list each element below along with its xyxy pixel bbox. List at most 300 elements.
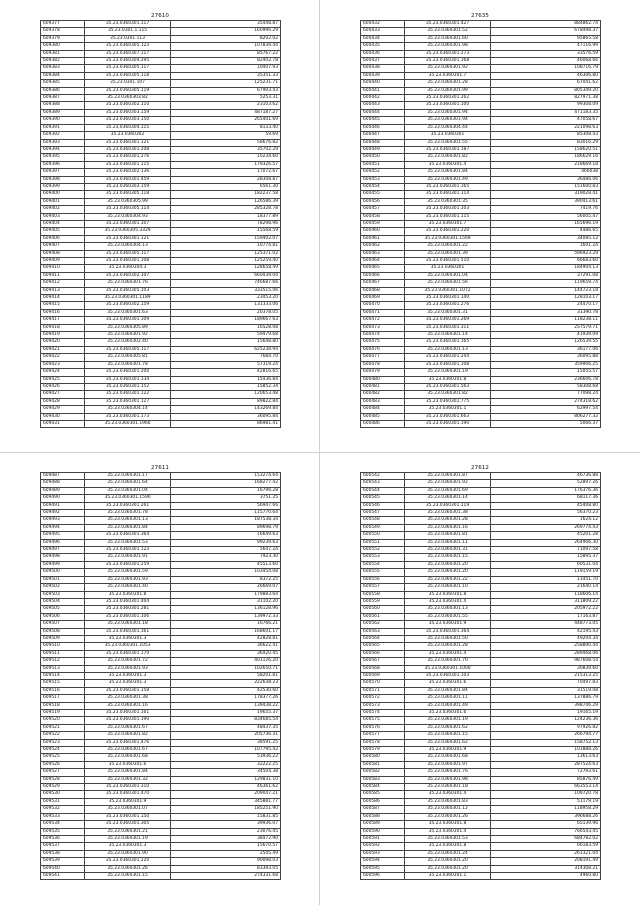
code-cell: 35.23.0360301.17 bbox=[85, 473, 171, 480]
table-row bbox=[41, 769, 281, 776]
code-cell: 35.23.0360301.16 bbox=[405, 524, 491, 531]
amount-cell: 257579.71 bbox=[491, 324, 601, 331]
id-cell: 609503 bbox=[41, 591, 85, 598]
id-cell: 609498 bbox=[41, 554, 85, 561]
amount-cell: 987608.54 bbox=[491, 658, 601, 665]
code-cell: 35.23.0360301.364 bbox=[405, 628, 491, 635]
id-cell: 609386 bbox=[41, 87, 85, 94]
table-row bbox=[41, 65, 281, 72]
amount-cell: 10234.60 bbox=[171, 154, 281, 161]
code-cell: 35.23.0360301.28 bbox=[405, 517, 491, 524]
table-row bbox=[41, 672, 281, 679]
table-row bbox=[41, 102, 281, 109]
id-cell: 609411 bbox=[41, 272, 85, 279]
amount-cell: 10774.81 bbox=[171, 243, 281, 250]
table-row bbox=[361, 791, 601, 798]
amount-cell: 264906.30 bbox=[491, 539, 601, 546]
id-cell: 600460 bbox=[361, 228, 405, 235]
id-cell: 600442 bbox=[361, 95, 405, 102]
table-row bbox=[361, 739, 601, 746]
amount-cell: 448773.05 bbox=[491, 621, 601, 628]
id-cell: 600549 bbox=[361, 524, 405, 531]
table-row bbox=[361, 21, 601, 28]
table-row bbox=[41, 665, 281, 672]
code-cell: 35.23.0360305.118 bbox=[85, 72, 171, 79]
id-cell: 609383 bbox=[41, 65, 85, 72]
id-cell: 600484 bbox=[361, 406, 405, 413]
id-cell: 600447 bbox=[361, 132, 405, 139]
id-cell: 609515 bbox=[41, 680, 85, 687]
table-row bbox=[41, 21, 281, 28]
id-cell: 609430 bbox=[41, 413, 85, 420]
amount-cell: 128103.17 bbox=[491, 295, 601, 302]
id-cell: 609527 bbox=[41, 769, 85, 776]
code-cell: 35.23.0360301.60 bbox=[405, 35, 491, 42]
amount-cell: 8202.02 bbox=[171, 35, 281, 42]
table-row bbox=[41, 420, 281, 427]
table-row bbox=[41, 791, 281, 798]
code-cell: 35.23.0360301.7 bbox=[405, 220, 491, 227]
id-cell: 600467 bbox=[361, 280, 405, 287]
code-cell: 35.23.0360301.190 bbox=[405, 420, 491, 427]
code-cell: 35.23.0360301.165 bbox=[405, 183, 491, 190]
amount-cell: 90098.03 bbox=[171, 858, 281, 865]
code-cell: 35.23.0360301.62 bbox=[405, 739, 491, 746]
table-row bbox=[361, 369, 601, 376]
id-cell: 609400 bbox=[41, 191, 85, 198]
code-cell: 35.23.0360305.89 bbox=[85, 324, 171, 331]
amount-cell: 15852.34 bbox=[171, 383, 281, 390]
id-cell: 609517 bbox=[41, 695, 85, 702]
amount-cell: 71097.58 bbox=[491, 547, 601, 554]
id-cell: 600575 bbox=[361, 717, 405, 724]
amount-cell: 3751.25 bbox=[171, 495, 281, 502]
amount-cell: 67903.43 bbox=[171, 87, 281, 94]
id-cell: 609398 bbox=[41, 176, 85, 183]
table-row bbox=[41, 43, 281, 50]
code-cell: 35.23.0360301.07 bbox=[85, 806, 171, 813]
code-cell: 35.23.0360301.13 bbox=[405, 346, 491, 353]
id-cell: 609380 bbox=[41, 43, 85, 50]
amount-cell: 46361.62 bbox=[171, 784, 281, 791]
code-cell: 35.23.0360301.170 bbox=[85, 650, 171, 657]
id-cell: 609492 bbox=[41, 510, 85, 517]
table-row bbox=[361, 495, 601, 502]
page-title: 27611 bbox=[151, 465, 169, 471]
table-row bbox=[361, 206, 601, 213]
id-cell: 609389 bbox=[41, 109, 85, 116]
code-cell: 35.23.0360301.40 bbox=[85, 584, 171, 591]
table-row bbox=[361, 724, 601, 731]
amount-cell: 89822.84 bbox=[171, 398, 281, 405]
code-cell: 35.23.0360301.39 bbox=[405, 250, 491, 257]
code-cell: 35.23.0360301.1569 bbox=[405, 235, 491, 242]
table-row bbox=[41, 687, 281, 694]
code-cell: 35.23.0360301.100 bbox=[405, 102, 491, 109]
amount-cell: 487187.27 bbox=[171, 109, 281, 116]
code-cell: 35.23.0360301.187 bbox=[405, 146, 491, 153]
ledger-table bbox=[40, 472, 281, 880]
table-row bbox=[361, 324, 601, 331]
table-row bbox=[361, 650, 601, 657]
code-cell: 35.23.0360302.107 bbox=[85, 272, 171, 279]
table-row bbox=[361, 183, 601, 190]
table-row bbox=[361, 865, 601, 872]
code-cell: 35.23.0360305.117 bbox=[85, 65, 171, 72]
code-cell: 35.23.0360301.276 bbox=[405, 302, 491, 309]
table-row bbox=[41, 161, 281, 168]
amount-cell: 56947.66 bbox=[171, 502, 281, 509]
id-cell: 609525 bbox=[41, 754, 85, 761]
table-row bbox=[41, 413, 281, 420]
id-cell: 609536 bbox=[41, 835, 85, 842]
code-cell: 35.23.0360301.94 bbox=[405, 117, 491, 124]
table-row bbox=[361, 576, 601, 583]
table-row bbox=[361, 339, 601, 346]
table-row bbox=[41, 324, 281, 331]
amount-cell: 158620.51 bbox=[491, 146, 601, 153]
code-cell: 35.23.0360301.26 bbox=[85, 865, 171, 872]
code-cell: 35.23.0360301.220 bbox=[405, 228, 491, 235]
id-cell: 600452 bbox=[361, 169, 405, 176]
id-cell: 609489 bbox=[41, 487, 85, 494]
id-cell: 609511 bbox=[41, 650, 85, 657]
id-cell: 600457 bbox=[361, 206, 405, 213]
code-cell: 35.23.0360301.15 bbox=[405, 732, 491, 739]
amount-cell: 83393.05 bbox=[171, 865, 281, 872]
id-cell: 600569 bbox=[361, 672, 405, 679]
ledger-table bbox=[360, 20, 601, 428]
id-cell: 600458 bbox=[361, 213, 405, 220]
table-row bbox=[41, 702, 281, 709]
code-cell: 35.23.0360301.140 bbox=[405, 295, 491, 302]
amount-cell: 125231.71 bbox=[171, 80, 281, 87]
amount-cell: 32222.25 bbox=[171, 761, 281, 768]
amount-cell: 7419.76 bbox=[491, 206, 601, 213]
amount-cell: 58201.81 bbox=[171, 672, 281, 679]
table-row bbox=[41, 391, 281, 398]
id-cell: 600448 bbox=[361, 139, 405, 146]
amount-cell: 359906.25 bbox=[491, 361, 601, 368]
id-cell: 609415 bbox=[41, 302, 85, 309]
table-row bbox=[361, 413, 601, 420]
id-cell: 609520 bbox=[41, 717, 85, 724]
table-row bbox=[41, 776, 281, 783]
id-cell: 609507 bbox=[41, 621, 85, 628]
code-cell: 35.23.0360301.150 bbox=[85, 813, 171, 820]
code-cell: 35.23.0360301.276 bbox=[85, 154, 171, 161]
code-cell: 35.23.0360301.158 bbox=[85, 687, 171, 694]
code-cell: 35.23.0360301.244 bbox=[405, 354, 491, 361]
amount-cell: 59.69 bbox=[171, 132, 281, 139]
id-cell: 609425 bbox=[41, 376, 85, 383]
code-cell: 35.23.0360301.103 bbox=[405, 206, 491, 213]
amount-cell: 153274.64 bbox=[171, 473, 281, 480]
id-cell: 600446 bbox=[361, 124, 405, 131]
table-row bbox=[361, 235, 601, 242]
table-row bbox=[361, 821, 601, 828]
id-cell: 609510 bbox=[41, 643, 85, 650]
id-cell: 609514 bbox=[41, 672, 85, 679]
id-cell: 600581 bbox=[361, 761, 405, 768]
code-cell: 35.23.0360301.93 bbox=[85, 576, 171, 583]
code-cell: 35.23.0360301.84 bbox=[85, 769, 171, 776]
table-row bbox=[361, 258, 601, 265]
id-cell: 609419 bbox=[41, 332, 85, 339]
code-cell: 35.23.0301.107 bbox=[85, 80, 171, 87]
table-row bbox=[361, 784, 601, 791]
amount-cell: 184904.13 bbox=[491, 265, 601, 272]
table-row bbox=[361, 621, 601, 628]
table-row bbox=[361, 406, 601, 413]
table-row bbox=[361, 280, 601, 287]
code-cell: 35.23.0360301.69 bbox=[405, 487, 491, 494]
amount-cell: 65139.96 bbox=[491, 821, 601, 828]
code-cell: 35.23.0360301.15 bbox=[405, 554, 491, 561]
amount-cell: 131333.06 bbox=[171, 302, 281, 309]
code-cell: 35.23.0360301.68 bbox=[405, 754, 491, 761]
amount-cell: 179326.57 bbox=[171, 161, 281, 168]
id-cell: 609534 bbox=[41, 821, 85, 828]
code-cell: 35.23.0360301.1 bbox=[405, 406, 491, 413]
table-row bbox=[41, 517, 281, 524]
id-cell: 600449 bbox=[361, 146, 405, 153]
code-cell: 35.23.0360301.04 bbox=[405, 272, 491, 279]
id-cell: 609405 bbox=[41, 228, 85, 235]
id-cell: 600589 bbox=[361, 821, 405, 828]
amount-cell: 19165.19 bbox=[491, 710, 601, 717]
amount-cell: 827971.38 bbox=[491, 95, 601, 102]
id-cell: 609531 bbox=[41, 798, 85, 805]
code-cell: 35.23.0360305.123 bbox=[85, 43, 171, 50]
table-row bbox=[41, 606, 281, 613]
amount-cell: 596923.29 bbox=[491, 250, 601, 257]
code-cell: 35.23.0360307.117 bbox=[85, 50, 171, 57]
amount-cell: 38591.25 bbox=[171, 739, 281, 746]
amount-cell: 129831.10 bbox=[171, 776, 281, 783]
amount-cell: 59479.68 bbox=[171, 332, 281, 339]
table-row bbox=[361, 510, 601, 517]
table-row bbox=[361, 317, 601, 324]
id-cell: 609404 bbox=[41, 220, 85, 227]
table-row bbox=[361, 732, 601, 739]
amount-cell: 126539.55 bbox=[491, 339, 601, 346]
code-cell: 35.23.0360301.11 bbox=[405, 539, 491, 546]
code-cell: 35.23.0360301.84 bbox=[85, 524, 171, 531]
id-cell: 609403 bbox=[41, 213, 85, 220]
table-row bbox=[361, 72, 601, 79]
code-cell: 35.23.0360301.305 bbox=[85, 821, 171, 828]
table-row bbox=[361, 561, 601, 568]
code-cell: 35.23.0360303.159 bbox=[85, 183, 171, 190]
amount-cell: 85308.43 bbox=[491, 132, 601, 139]
table-row bbox=[361, 628, 601, 635]
code-cell: 35.23.0360301.35 bbox=[405, 198, 491, 205]
table-row bbox=[361, 198, 601, 205]
id-cell: 609408 bbox=[41, 250, 85, 257]
id-cell: 600456 bbox=[361, 198, 405, 205]
code-cell: 35.23.0360301.13 bbox=[85, 517, 171, 524]
amount-cell: 139438.22 bbox=[171, 702, 281, 709]
id-cell: 600547 bbox=[361, 510, 405, 517]
id-cell: 600439 bbox=[361, 72, 405, 79]
table-row bbox=[361, 302, 601, 309]
code-cell: 35.23.0360305.3329 bbox=[85, 228, 171, 235]
id-cell: 600444 bbox=[361, 109, 405, 116]
code-cell: 35.23.0360301.122 bbox=[85, 391, 171, 398]
code-cell: 35.23.0360301.161 bbox=[85, 710, 171, 717]
id-cell: 609496 bbox=[41, 539, 85, 546]
code-cell: 35.23.0360301.19 bbox=[405, 717, 491, 724]
code-cell: 35.23.0360301.94 bbox=[405, 109, 491, 116]
id-cell: 600486 bbox=[361, 420, 405, 427]
table-row bbox=[41, 635, 281, 642]
code-cell: 35.23.0360301 bbox=[405, 265, 491, 272]
code-cell: 35.23.0360301.53 bbox=[85, 539, 171, 546]
amount-cell: 182237.58 bbox=[171, 191, 281, 198]
amount-cell: 15670.57 bbox=[171, 843, 281, 850]
amount-cell: 48437.35 bbox=[171, 724, 281, 731]
table-row bbox=[361, 584, 601, 591]
table-row bbox=[41, 761, 281, 768]
amount-cell: 34504.38 bbox=[171, 769, 281, 776]
table-row bbox=[41, 287, 281, 294]
amount-cell: 179883.64 bbox=[171, 591, 281, 598]
table-row bbox=[361, 146, 601, 153]
table-row bbox=[361, 295, 601, 302]
table-row bbox=[361, 806, 601, 813]
amount-cell: 124236.36 bbox=[491, 717, 601, 724]
table-row bbox=[361, 672, 601, 679]
amount-cell: 884862.74 bbox=[491, 21, 601, 28]
table-row bbox=[361, 635, 601, 642]
amount-cell: 187538.34 bbox=[171, 517, 281, 524]
table-row bbox=[41, 369, 281, 376]
amount-cell: 5253.31 bbox=[171, 95, 281, 102]
amount-cell: 118606.14 bbox=[491, 591, 601, 598]
table-row bbox=[41, 658, 281, 665]
table-row bbox=[41, 376, 281, 383]
table-row bbox=[41, 50, 281, 57]
amount-cell: 89698.79 bbox=[171, 524, 281, 531]
table-row bbox=[361, 710, 601, 717]
id-cell: 600542 bbox=[361, 473, 405, 480]
id-cell: 600593 bbox=[361, 850, 405, 857]
amount-cell: 125259.40 bbox=[171, 258, 281, 265]
table-row bbox=[361, 591, 601, 598]
table-row bbox=[41, 821, 281, 828]
code-cell: 35.23.0360301.261 bbox=[85, 502, 171, 509]
code-cell: 35.23.0360303.150 bbox=[85, 117, 171, 124]
amount-cell: 684782.02 bbox=[491, 835, 601, 842]
amount-cell: 26669.07 bbox=[171, 584, 281, 591]
table-row bbox=[361, 228, 601, 235]
code-cell: 35.23.0360301.4 bbox=[405, 791, 491, 798]
table-row bbox=[361, 606, 601, 613]
code-cell: 35.23.0360301.24 bbox=[405, 850, 491, 857]
amount-cell: 314308.21 bbox=[491, 865, 601, 872]
page-title: 27610 bbox=[151, 13, 169, 19]
code-cell: 35.23.0360301.3 bbox=[85, 672, 171, 679]
id-cell: 600435 bbox=[361, 43, 405, 50]
id-cell: 609429 bbox=[41, 406, 85, 413]
table-row bbox=[361, 250, 601, 257]
amount-cell: 36177.06 bbox=[491, 346, 601, 353]
amount-cell: 85767.22 bbox=[171, 50, 281, 57]
code-cell: 35.23.0360301.20 bbox=[405, 865, 491, 872]
code-cell: 35.23.0360302.159 bbox=[85, 302, 171, 309]
id-cell: 609381 bbox=[41, 50, 85, 57]
code-cell: 35.23.0360301.123 bbox=[85, 547, 171, 554]
table-row bbox=[41, 183, 281, 190]
table-row bbox=[361, 687, 601, 694]
id-cell: 609500 bbox=[41, 569, 85, 576]
code-cell: 35.23.0360301.81 bbox=[405, 532, 491, 539]
code-cell: 35.23.0360301.9 bbox=[405, 747, 491, 754]
id-cell: 609529 bbox=[41, 784, 85, 791]
id-cell: 600571 bbox=[361, 687, 405, 694]
id-cell: 609426 bbox=[41, 383, 85, 390]
code-cell: 35.23.0360301.67 bbox=[85, 747, 171, 754]
amount-cell: 36486.06 bbox=[491, 176, 601, 183]
table-row bbox=[361, 87, 601, 94]
table-row bbox=[41, 798, 281, 805]
id-cell: 609417 bbox=[41, 317, 85, 324]
amount-cell: 36420.45 bbox=[171, 650, 281, 657]
code-cell: 35.23.0360301.78 bbox=[85, 510, 171, 517]
id-cell: 600477 bbox=[361, 354, 405, 361]
id-cell: 609523 bbox=[41, 739, 85, 746]
amount-cell: 46306.80 bbox=[491, 72, 601, 79]
table-row bbox=[361, 391, 601, 398]
amount-cell: 13613.63 bbox=[491, 754, 601, 761]
amount-cell: 58308.68 bbox=[491, 383, 601, 390]
code-cell: 35.23.0360301.70 bbox=[405, 658, 491, 665]
ledger-page bbox=[40, 464, 280, 880]
id-cell: 600443 bbox=[361, 102, 405, 109]
amount-cell: 137886.79 bbox=[491, 695, 601, 702]
table-row bbox=[361, 213, 601, 220]
code-cell: 35.23.0360302 bbox=[85, 132, 171, 139]
id-cell: 609541 bbox=[41, 872, 85, 879]
amount-cell: 5647.24 bbox=[171, 547, 281, 554]
code-cell: 35.23.0360301.92 bbox=[405, 65, 491, 72]
amount-cell: 390413.61 bbox=[491, 198, 601, 205]
code-cell: 35.23.0360301.220 bbox=[85, 858, 171, 865]
code-cell: 35.23.0360301.31 bbox=[405, 309, 491, 316]
id-cell: 600580 bbox=[361, 754, 405, 761]
amount-cell: 120653.48 bbox=[171, 391, 281, 398]
code-cell: 35.23.0360301.38 bbox=[85, 695, 171, 702]
id-cell: 600576 bbox=[361, 724, 405, 731]
code-cell: 35.23.0360301.76 bbox=[405, 769, 491, 776]
code-cell: 35.23.0360301.310 bbox=[85, 784, 171, 791]
table-row bbox=[361, 872, 601, 879]
code-cell: 35.23.0360301.152 bbox=[85, 383, 171, 390]
id-cell: 609394 bbox=[41, 146, 85, 153]
table-row bbox=[41, 539, 281, 546]
code-cell: 35.23.0360301.269 bbox=[405, 317, 491, 324]
amount-cell: 23076.45 bbox=[171, 828, 281, 835]
table-row bbox=[41, 717, 281, 724]
code-cell: 35.23.0360301.127 bbox=[85, 398, 171, 405]
table-row bbox=[41, 361, 281, 368]
table-row bbox=[41, 146, 281, 153]
id-cell: 600579 bbox=[361, 747, 405, 754]
id-cell: 600546 bbox=[361, 502, 405, 509]
amount-cell: 99239.63 bbox=[171, 539, 281, 546]
table-row bbox=[41, 169, 281, 176]
